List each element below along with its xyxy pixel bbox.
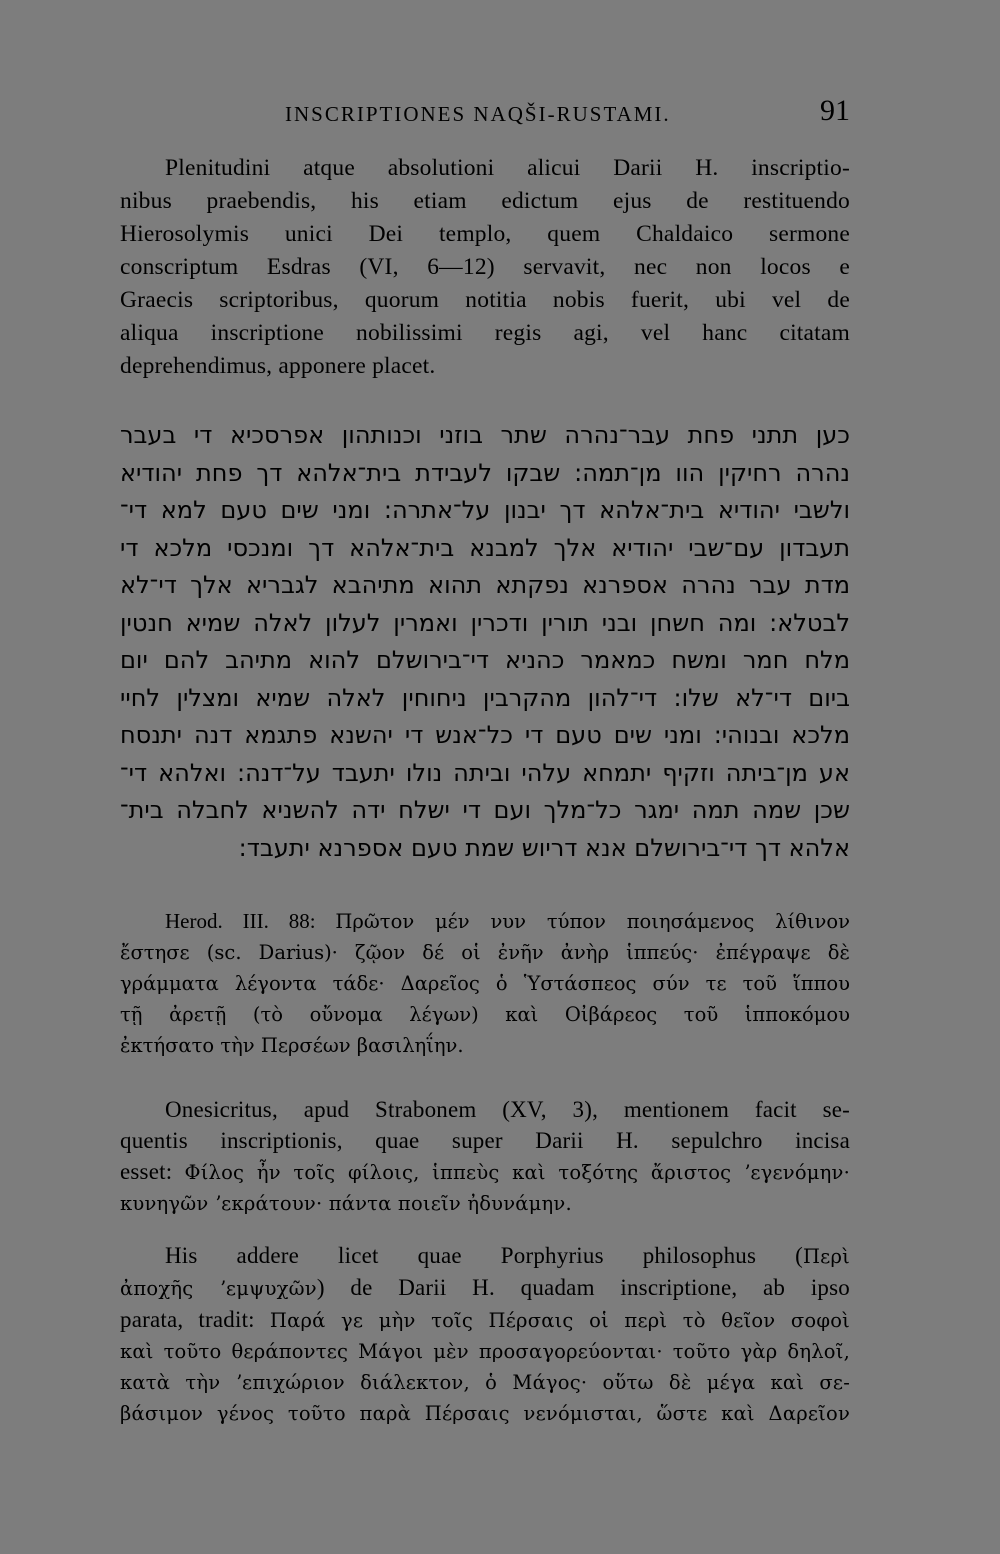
- text-line: [120, 1240, 850, 1272]
- greek-text: Φίλος ἦν τοῖς φίλοις, ἱππεὺς καὶ τοξότης ἄριστος ʼεγενόμην·: [184, 1161, 850, 1184]
- text-line: Onesicritus, apud Strabonem (XV, 3), mentionem facit se-: [165, 1097, 850, 1122]
- text-line: conscriptum Esdras (VI, 6—12) servavit, nec non locos e: [120, 254, 850, 280]
- text-line: nibus praebendis, his etiam edictum ejus de restituendo: [120, 188, 850, 214]
- text-line: aliqua inscriptione nobilissimi regis agi, vel hanc citatam: [120, 320, 850, 346]
- hebrew-line: שכן שמה תמה ימגר כל־מלך ועם די ישלח ידה להשניא לחבלה בית־: [120, 796, 850, 824]
- hebrew-line: ולשבי יהודיא בית־אלהא דך יבנון על־אתרה: ומני שים טעם למא די־: [120, 496, 850, 524]
- text-line: Graecis scriptoribus, quorum notitia nobis fuerit, ubi vel de: [120, 287, 850, 313]
- hebrew-line: אלהא דך די־בירושלם אנא דריוש שמת טעם אספרנא יתעבד:: [238, 833, 850, 862]
- hebrew-line: אע מן־ביתה וזקיף יתמחא עלהי וביתה נולו יתעבד על־דנה: ואלהא די־: [120, 758, 850, 787]
- porphyrius-paragraph: [120, 1240, 850, 1429]
- onesicritus-paragraph: [120, 1094, 850, 1219]
- greek-text: ἀποχῆς ʼεμψυχῶν: [120, 1277, 317, 1300]
- text-line: [120, 1272, 850, 1304]
- text-line: deprehendimus, apponere placet.: [120, 353, 436, 379]
- text-line: Hierosolymis unici Dei templo, quem Chaldaico sermone: [120, 221, 850, 247]
- hebrew-line: מלכא ובנוהי: ומני שים טעם די כל־אנש די יהשנא פתגמא דנה יתנסח: [120, 721, 850, 749]
- page-header: [120, 92, 850, 132]
- greek-line: κυνηγῶν ʼεκράτουν· πάντα ποιεῖν ἠδυνάμην.: [120, 1192, 572, 1215]
- greek-line: γράμματα λέγοντα τάδε· Δαρεῖος ὁ Ὑστάσπεος σύν τε τοῦ ἵππου: [120, 972, 850, 995]
- latin-text: ) de Darii H. quadam inscriptione, ab ipso: [316, 1275, 850, 1300]
- hebrew-line: לבטלא: ומה חשחן ובני תורין ודכרין ואמרין לעלון לאלה שמיא חנטין: [120, 608, 850, 637]
- text-line: Plenitudini atque absolutioni alicui Darii H. inscriptio-: [165, 155, 850, 181]
- page-number: 91: [820, 94, 850, 127]
- text-line: [120, 906, 850, 937]
- intro-paragraph: [120, 152, 850, 383]
- hebrew-line: כען תתני פחת עבר־נהרה שתר בוזני וכנותהון אפרסכיא די בעבר: [120, 421, 850, 449]
- hebrew-line: מלח חמר ומשח כמאמר כהניא די־בירושלם להוא מתיהב להם יום: [120, 646, 850, 674]
- latin-text: His addere licet quae Porphyrius philosophus (: [165, 1243, 803, 1268]
- greek-line: ἔστησε (sc. Darius)· ζῷον δέ οἱ ἐνῆν ἀνὴρ ἱππεύς· ἐπέγραψε δὲ: [120, 941, 850, 964]
- greek-line: τῇ ἀρετῇ (τὸ οὔνομα λέγων) καὶ Οἰβάρεος τοῦ ἱπποκόμου: [120, 1003, 850, 1026]
- latin-text: parata, tradit:: [120, 1307, 255, 1332]
- hebrew-line: תעבדון עם־שבי יהודיא אלך למבנא בית־אלהא דך ומנכסי מלכא די: [120, 533, 850, 562]
- hebrew-line: נהרה רחיקין הוו מן־תמה: שבקו לעבידת בית־אלהא דך פחת יהודיא: [120, 458, 850, 487]
- aramaic-edict: [120, 417, 850, 867]
- greek-line: βάσιμον γένος τοῦτο παρὰ Πέρσαις νενόμισται, ὥστε καὶ Δαρεῖον: [120, 1402, 850, 1425]
- latin-text: esset:: [120, 1159, 173, 1184]
- text-line: [120, 1156, 850, 1188]
- greek-text: Παρά γε μὴν τοῖς Πέρσαις οἱ περὶ τὸ θεῖον σοφοὶ: [269, 1309, 851, 1332]
- greek-line: κατὰ τὴν ʼεπιχώριον διάλεκτον, ὁ Μάγος· οὕτω δὲ μέγα καὶ σε-: [120, 1371, 850, 1394]
- hebrew-line: מדת עבר נהרה אספרנא נפקתא תהוא מתיהבא לגבריא אלך די־לא: [120, 571, 850, 599]
- hebrew-line: ביום די־לא שלו: די־להון מהקרבין ניחוחין לאלה שמיא ומצלין לחיי: [120, 683, 850, 712]
- herodotus-paragraph: [120, 906, 850, 1061]
- text-line: quentis inscriptionis, quae super Darii H. sepulchro incisa: [120, 1128, 850, 1153]
- citation-reference: Herod. III. 88:: [165, 909, 316, 933]
- greek-text: Πρῶτον μέν νυν τύπον ποιησάμενος λίθινον: [335, 910, 851, 933]
- greek-text: Περὶ: [802, 1245, 850, 1268]
- text-line: [120, 1304, 850, 1336]
- running-title: INSCRIPTIONES NAQŠI-RUSTAMI.: [285, 102, 671, 126]
- greek-line: καὶ τοῦτο θεράποντες Μάγοι μὲν προσαγορεύονται· τοῦτο γὰρ δηλοῖ,: [120, 1340, 850, 1363]
- greek-line: ἐκτήσατο τὴν Περσέων βασιληΐην.: [120, 1034, 464, 1057]
